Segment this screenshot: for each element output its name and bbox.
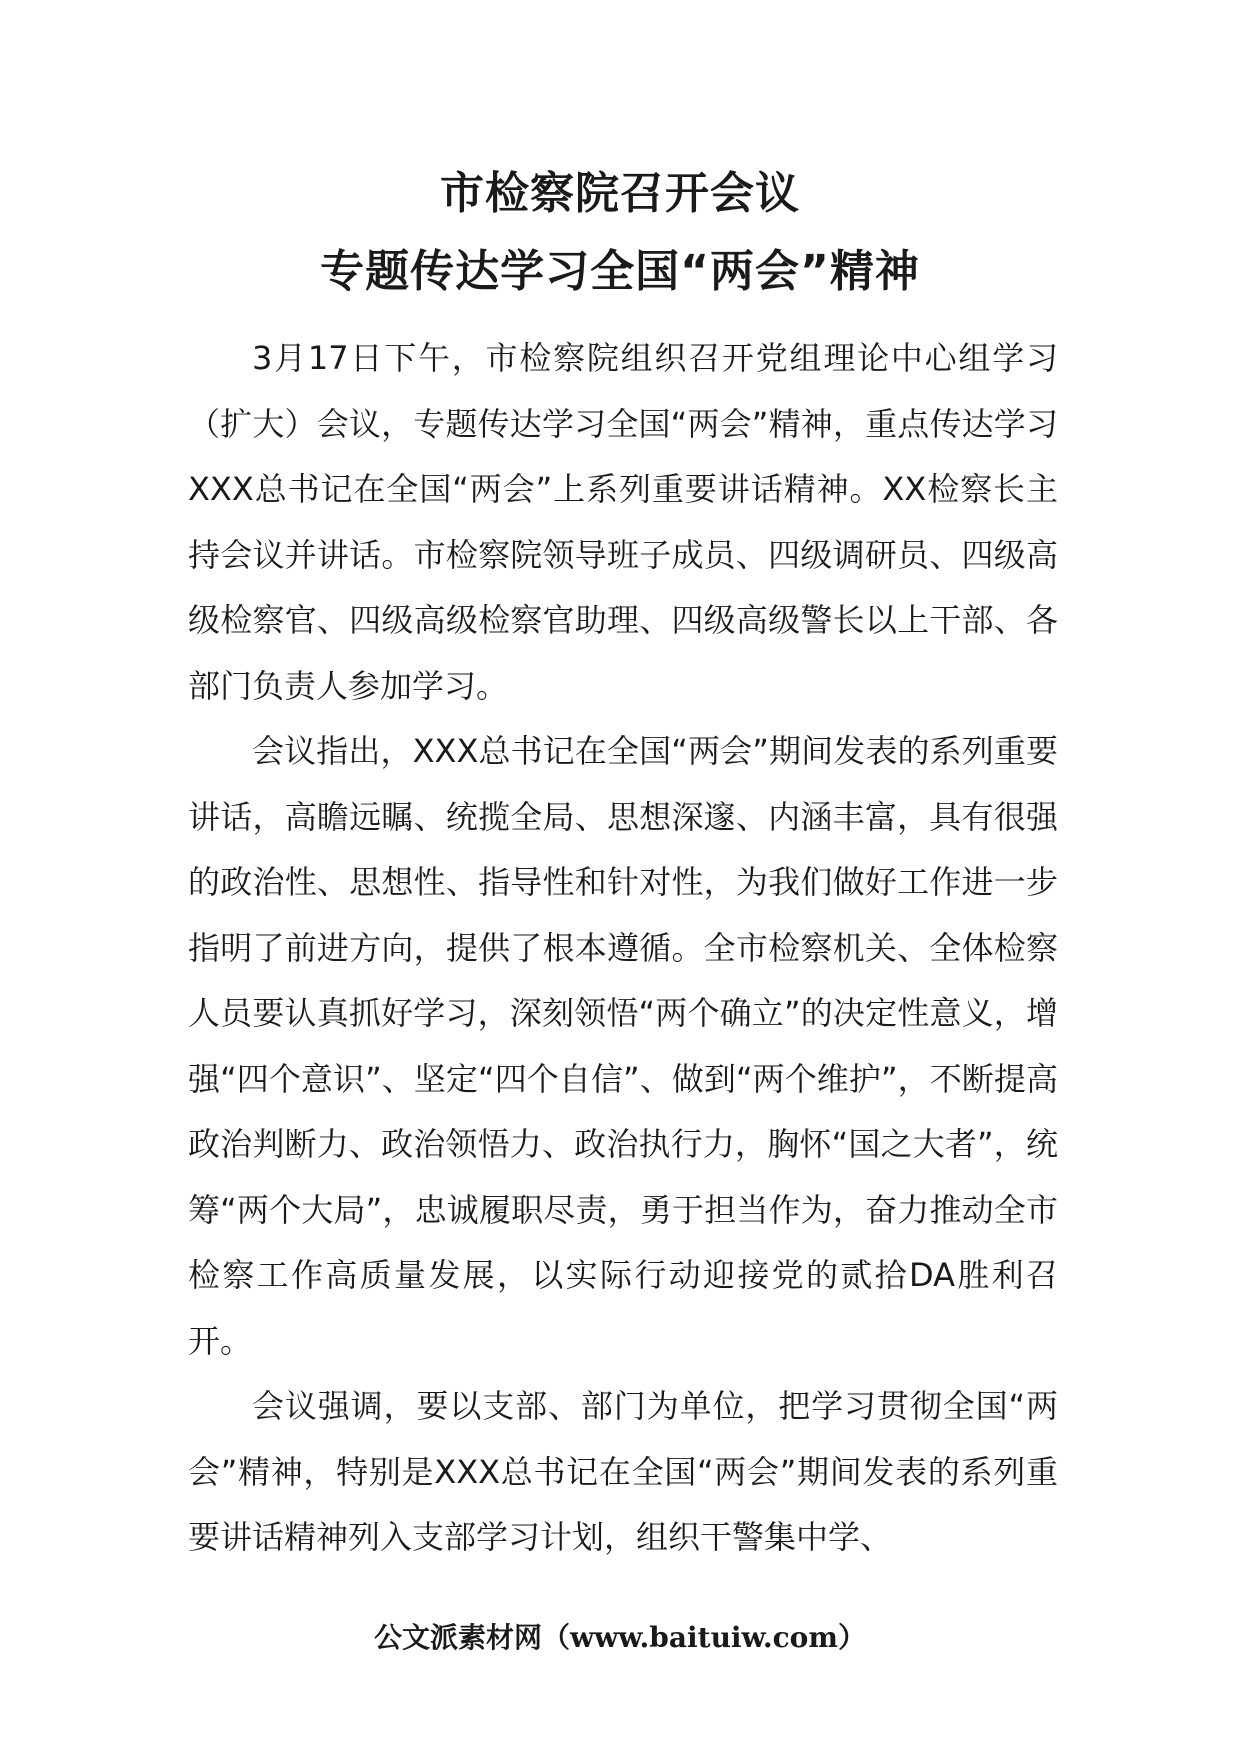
document-title-line-2: 专题传达学习全国“两会”精神 [320,246,920,297]
document-body [188,326,1058,1571]
paragraph-3: 会议强调，要以支部、部门为单位，把学习贯彻全国“两会”精神，特别是XXX总书记在全国“两会”期间发表的系列重要讲话精神列入支部学习计划，组织干警集中学、 [188,1387,1058,1556]
paragraph-2: 会议指出，XXX总书记在全国“两会”期间发表的系列重要讲话，高瞻远瞩、统揽全局、思想深邃、内涵丰富，具有很强的政治性、思想性、指导性和针对性，为我们做好工作进一步指明了前进方向，提供了根本遵循。全市检察机关、全体检察人员要认真抓好学习，深刻领悟“两个确立”的决定性意义，增强“四个意识”、坚定“四个自信”、做到“两个维护”，不断提高政治判断力、政治领悟力、政治执行力，胸怀“国之大者”，统筹“两个大局”，忠诚履职尽责，勇于担当作为，奋力推动全市检察工作高质量发展，以实际行动迎接党的贰拾DA胜利召开。 [188,732,1058,1360]
document-title-line-1: 市检察院召开会议 [440,168,800,219]
paragraph-1: 3月17日下午，市检察院组织召开党组理论中心组学习（扩大）会议，专题传达学习全国“两会”精神，重点传达学习XXX总书记在全国“两会”上系列重要讲话精神。XX检察长主持会议并讲话。市检察院领导班子成员、四级调研员、四级高级检察官、四级高级检察官助理、四级高级警长以上干部、各部门负责人参加学习。 [188,339,1058,705]
footer-source: 公文派素材网（www.baituiw.com） [374,1621,866,1654]
